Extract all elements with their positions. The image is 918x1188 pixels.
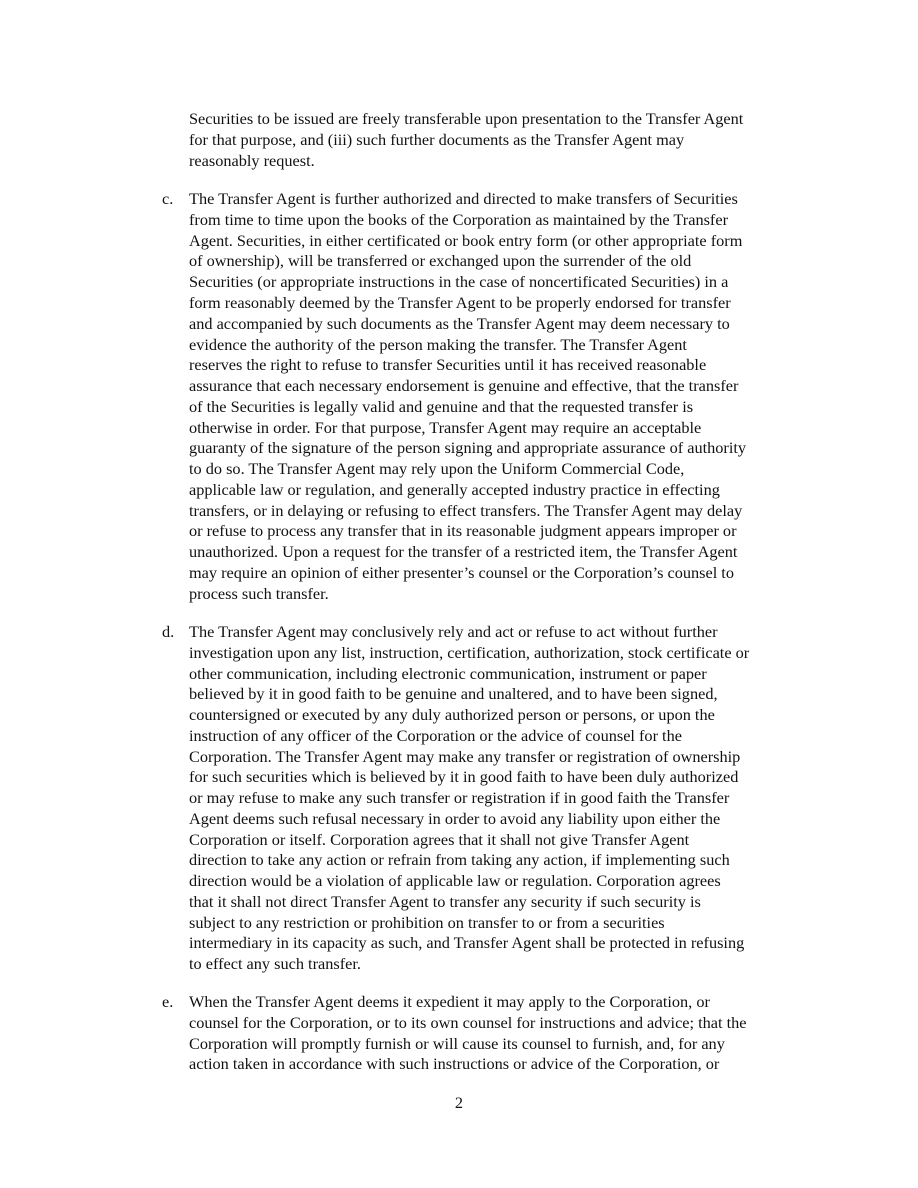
text-line: of the Securities is legally valid and genuine and that the requested transfer is <box>189 397 694 416</box>
text-line: guaranty of the signature of the person signing and appropriate assurance of authority <box>189 438 747 457</box>
text-line: for such securities which is believed by it in good faith to have been duly authorized <box>189 767 739 786</box>
text-line: and accompanied by such documents as the Transfer Agent may deem necessary to <box>189 314 730 333</box>
text-line: Corporation. The Transfer Agent may make any transfer or registration of ownership <box>189 747 741 766</box>
text-line: subject to any restriction or prohibition on transfer to or from a securities <box>189 913 665 932</box>
text-line: instruction of any officer of the Corporation or the advice of counsel for the <box>189 726 682 745</box>
page-number: 2 <box>454 1093 464 1112</box>
text-line: or may refuse to make any such transfer or registration if in good faith the Transfer <box>189 788 730 807</box>
text-line: assurance that each necessary endorsement is genuine and effective, that the transfer <box>189 376 739 395</box>
text-line: may require an opinion of either presenter’s counsel or the Corporation’s counsel to <box>189 563 734 582</box>
text-line: transfers, or in delaying or refusing to effect transfers. The Transfer Agent may delay <box>189 501 743 520</box>
text-line: action taken in accordance with such instructions or advice of the Corporation, or <box>189 1054 720 1073</box>
text-line: The Transfer Agent is further authorized and directed to make transfers of Securities <box>189 189 738 208</box>
text-line: Corporation or itself. Corporation agrees that it shall not give Transfer Agent <box>189 830 690 849</box>
text-line: applicable law or regulation, and generally accepted industry practice in effecting <box>189 480 720 499</box>
text-line: that it shall not direct Transfer Agent to transfer any security if such security is <box>189 892 701 911</box>
text-line: otherwise in order. For that purpose, Transfer Agent may require an acceptable <box>189 418 702 437</box>
text-line: other communication, including electronic communication, instrument or paper <box>189 664 707 683</box>
text-line: reasonably request. <box>189 151 315 170</box>
text-line: from time to time upon the books of the Corporation as maintained by the Transfer <box>189 210 728 229</box>
text-line: or refuse to process any transfer that in its reasonable judgment appears improper or <box>189 521 737 540</box>
text-line: Corporation will promptly furnish or will cause its counsel to furnish, and, for any <box>189 1034 725 1053</box>
text-line: for that purpose, and (iii) such further documents as the Transfer Agent may <box>189 130 685 149</box>
paragraph-marker: d. <box>162 622 175 641</box>
text-line: Securities (or appropriate instructions in the case of noncertificated Securities) in a <box>189 272 729 291</box>
text-line: believed by it in good faith to be genuine and unaltered, and to have been signed, <box>189 684 718 703</box>
text-line: Agent. Securities, in either certificated or book entry form (or other appropriate form <box>189 231 743 250</box>
text-line: When the Transfer Agent deems it expedient it may apply to the Corporation, or <box>189 992 710 1011</box>
text-line: counsel for the Corporation, or to its own counsel for instructions and advice; that the <box>189 1013 747 1032</box>
text-line: form reasonably deemed by the Transfer Agent to be properly endorsed for transfer <box>189 293 731 312</box>
text-line: evidence the authority of the person making the transfer. The Transfer Agent <box>189 335 687 354</box>
text-line: direction would be a violation of applicable law or regulation. Corporation agrees <box>189 871 721 890</box>
text-line: countersigned or executed by any duly authorized person or persons, or upon the <box>189 705 715 724</box>
text-line: unauthorized. Upon a request for the transfer of a restricted item, the Transfer Agent <box>189 542 738 561</box>
text-line: direction to take any action or refrain from taking any action, if implementing such <box>189 850 730 869</box>
paragraph-marker: e. <box>162 992 174 1011</box>
text-line: The Transfer Agent may conclusively rely and act or refuse to act without further <box>189 622 718 641</box>
text-line: investigation upon any list, instruction, certification, authorization, stock certificate or <box>189 643 750 662</box>
text-line: Securities to be issued are freely transferable upon presentation to the Transfer Agent <box>189 109 744 128</box>
text-line: intermediary in its capacity as such, and Transfer Agent shall be protected in refusing <box>189 933 745 952</box>
text-line: reserves the right to refuse to transfer Securities until it has received reasonable <box>189 355 707 374</box>
text-line: of ownership), will be transferred or exchanged upon the surrender of the old <box>189 251 692 270</box>
text-line: Agent deems such refusal necessary in order to avoid any liability upon either the <box>189 809 721 828</box>
text-line: process such transfer. <box>189 584 329 603</box>
text-line: to effect any such transfer. <box>189 954 361 973</box>
paragraph-marker: c. <box>162 189 174 208</box>
text-line: to do so. The Transfer Agent may rely upon the Uniform Commercial Code, <box>189 459 685 478</box>
